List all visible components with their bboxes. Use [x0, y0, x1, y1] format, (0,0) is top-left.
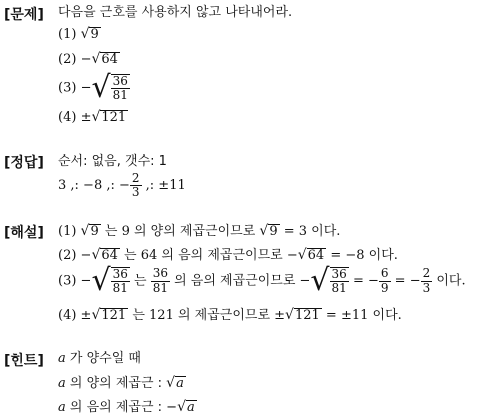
hint-line-3: a 의 음의 제곱근 : −√a [58, 399, 195, 415]
explanation-line-3: (3) −√ $\frac{36}{81}$ 는 $\frac{36}{81}$ 의 음의 제곱근이므로 −√ $\frac{36}{81}$ = − $\frac{6}{9}$ = − $\frac{2}{3}$ 이다. [58, 263, 466, 298]
explanation-line-4: (4) ±√121 는 121 의 제곱근이므로 ±√121 = ±11 이다. [58, 307, 402, 323]
explanation-label: [해설] [4, 225, 44, 241]
explanation-line-1: (1) √9 는 9 의 양의 제곱근이므로 √9 = 3 이다. [58, 223, 341, 239]
explanation-line-2: (2) −√64 는 64 의 음의 제곱근이므로 −√64 = −8 이다. [58, 247, 398, 263]
problem-item-2: (2) −√64 [58, 51, 118, 67]
problem-item-3: (3) −√ $\frac{36}{81}$ [58, 70, 128, 105]
hint-line-2: a 의 양의 제곱근 : √a [58, 375, 184, 391]
problem-instruction: 다음을 근호를 사용하지 않고 나타내어라. [58, 5, 293, 20]
answer-line-1: 순서: 없음, 갯수: 1 [58, 154, 167, 169]
answer-label: [정답] [4, 155, 44, 171]
answer-line-2: 3 ,: −8 ,: − $\frac{2}{3}$ ,: ±11 [58, 171, 186, 200]
problem-item-4: (4) ±√121 [58, 109, 127, 125]
hint-label: [힌트] [4, 353, 44, 369]
problem-item-1: (1) √9 [58, 26, 99, 42]
hint-line-1: a 가 양수일 때 [58, 351, 141, 366]
problem-label: [문제] [4, 7, 44, 23]
